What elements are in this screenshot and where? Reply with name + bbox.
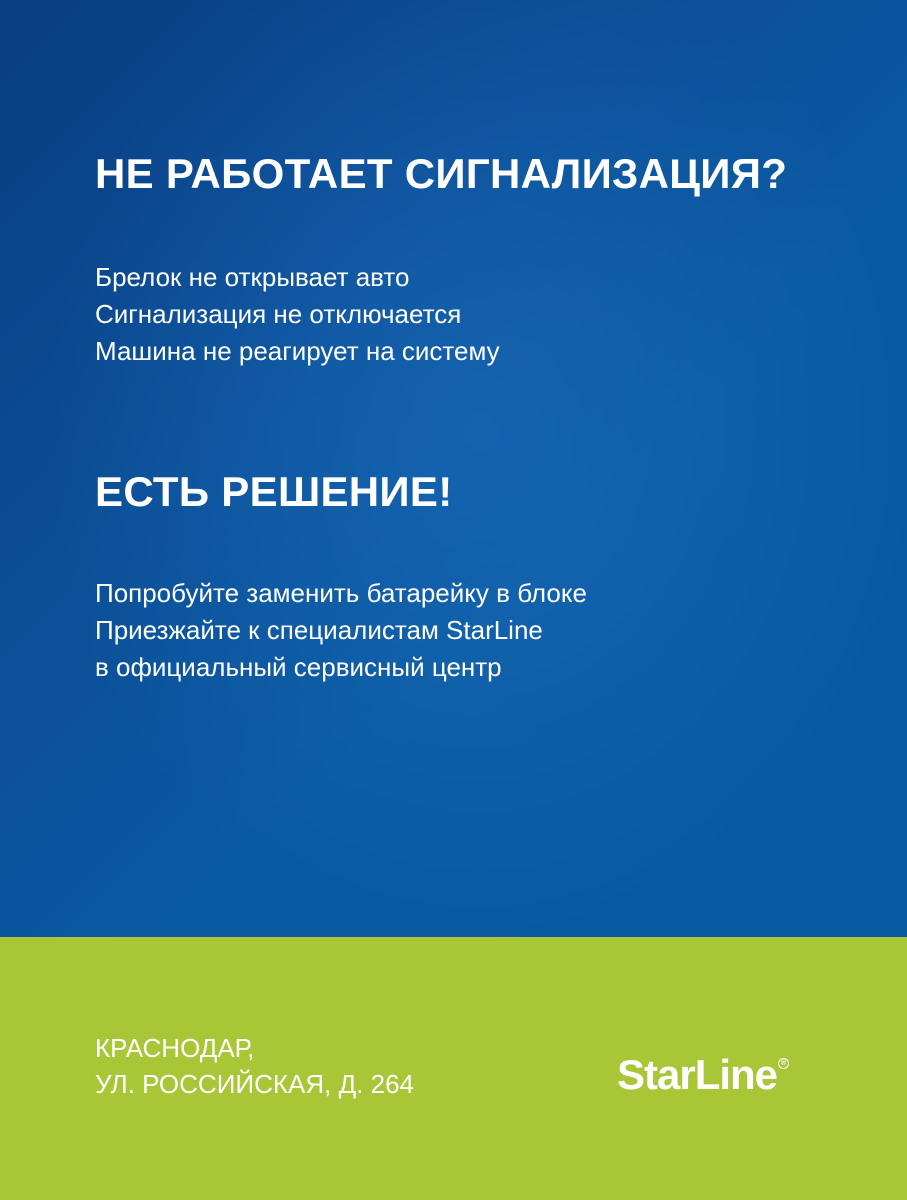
logo-wordmark: StarLine [617, 1051, 778, 1098]
symptom-item: Сигнализация не отключается [95, 299, 462, 329]
solution-list [95, 575, 587, 686]
registered-mark-icon: ® [778, 1058, 789, 1069]
problem-heading: НЕ РАБОТАЕТ СИГНАЛИЗАЦИЯ? [95, 150, 788, 197]
starline-logo [617, 1052, 789, 1098]
symptom-item: Брелок не открывает авто [95, 262, 410, 292]
symptom-item: Машина не реагирует на систему [95, 336, 500, 366]
address-street: УЛ. РОССИЙСКАЯ, Д. 264 [95, 1069, 415, 1099]
address-block [95, 1030, 414, 1102]
solution-item: Попробуйте заменить батарейку в блоке [95, 578, 587, 608]
solution-item: Приезжайте к специалистам StarLine [95, 615, 543, 645]
symptom-list [95, 259, 500, 370]
solution-item: в официальный сервисный центр [95, 652, 502, 682]
footer-panel [0, 937, 907, 1200]
solution-heading: ЕСТЬ РЕШЕНИЕ! [95, 468, 453, 515]
address-city: КРАСНОДАР, [95, 1033, 255, 1063]
